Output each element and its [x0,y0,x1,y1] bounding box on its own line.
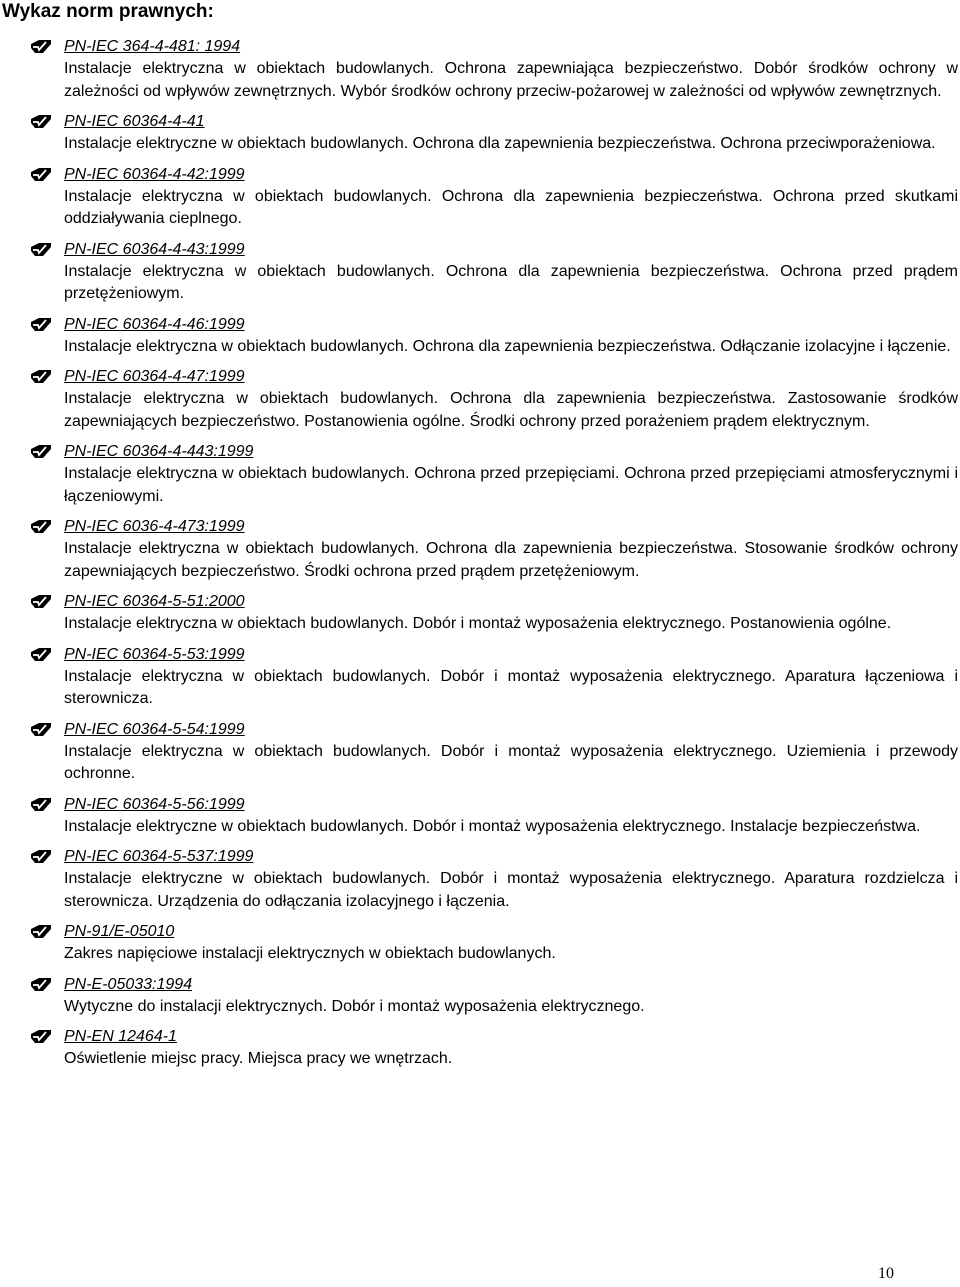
norm-code-link[interactable]: PN-IEC 60364-4-443:1999 [64,443,254,460]
norm-code-link[interactable]: PN-IEC 60364-5-537:1999 [64,848,254,865]
norm-description: Zakres napięciowe instalacji elektrycznych w obiektach budowlanych. [64,945,556,962]
norm-code-link[interactable]: PN-IEC 60364-4-42:1999 [64,165,245,183]
norm-description: Instalacje elektryczna w obiektach budowlanych. Ochrona przed przepięciami. Ochrona przed przepięciami atmosferycznymi i łączeniowymi. [64,465,958,505]
checkbox-check-icon [30,39,52,54]
norm-item [24,110,958,156]
norm-code-link[interactable]: PN-IEC 364-4-481: 1994 [64,38,241,55]
norm-item [24,35,958,103]
norm-description: Instalacje elektryczna w obiektach budowlanych. Ochrona dla zapewnienia bezpieczeństwa. Stosowanie środków ochrony zapewniających bezpieczeństwo. Środki ochrona przed prądem przetężeniowym. [64,540,958,580]
checkbox-check-icon [30,242,52,257]
checkbox-check-icon [30,924,52,939]
checkbox-check-icon [30,369,52,384]
norm-item [24,920,958,966]
checkbox-check-icon [30,317,52,332]
norm-description: Instalacje elektryczne w obiektach budowlanych. Ochrona dla zapewnienia bezpieczeństwa. Ochrona przeciwporażeniowa. [64,135,936,152]
norm-item [24,643,958,711]
norm-description: Instalacje elektryczna w obiektach budowlanych. Ochrona dla zapewnienia bezpieczeństwa. Odłączanie izolacyjne i łączenie. [64,337,951,355]
norm-code-link[interactable]: PN-IEC 60364-5-54:1999 [64,720,245,738]
checkbox-check-icon [30,797,52,812]
checkbox-check-icon [30,444,52,459]
checkbox-check-icon [30,1029,52,1044]
norm-code-link[interactable]: PN-IEC 60364-4-43:1999 [64,240,245,258]
norm-description: Wytyczne do instalacji elektrycznych. Dobór i montaż wyposażenia elektrycznego. [64,997,645,1015]
norm-item [24,1025,958,1071]
norm-list [24,35,958,1078]
norm-description: Instalacje elektryczna w obiektach budowlanych. Dobór i montaż wyposażenia elektrycznego. Aparatura łączeniowa i sterownicza. [64,667,958,707]
norm-item [24,515,958,583]
checkbox-check-icon [30,114,52,129]
norm-item [24,590,958,636]
page-number: 10 [878,1265,894,1282]
norm-code-link[interactable]: PN-IEC 60364-5-53:1999 [64,645,245,663]
norm-code-link[interactable]: PN-IEC 60364-5-51:2000 [64,593,245,610]
checkbox-check-icon [30,167,52,182]
norm-item [24,163,958,231]
norm-description: Instalacje elektryczna w obiektach budowlanych. Dobór i montaż wyposażenia elektrycznego. Uziemienia i przewody ochronne. [64,742,958,782]
norm-item [24,365,958,433]
norm-item [24,718,958,786]
norm-description: Instalacje elektryczne w obiektach budowlanych. Dobór i montaż wyposażenia elektrycznego. Instalacje bezpieczeństwa. [64,817,921,835]
norm-item [24,845,958,913]
checkbox-check-icon [30,647,52,662]
norm-code-link[interactable]: PN-IEC 60364-4-41 [64,113,205,130]
checkbox-check-icon [30,849,52,864]
norm-description: Instalacje elektryczna w obiektach budowlanych. Dobór i montaż wyposażenia elektrycznego. Postanowienia ogólne. [64,615,892,632]
norm-description: Instalacje elektryczna w obiektach budowlanych. Ochrona dla zapewnienia bezpieczeństwa. Ochrona przed prądem przetężeniowym. [64,262,958,302]
norm-item [24,973,958,1019]
norm-description: Instalacje elektryczna w obiektach budowlanych. Ochrona dla zapewnienia bezpieczeństwa. Ochrona przed skutkami oddziaływania cieplnego. [64,187,958,227]
norm-code-link[interactable]: PN-IEC 6036-4-473:1999 [64,518,245,535]
norm-item [24,313,958,359]
norm-item [24,793,958,839]
page-title: Wykaz norm prawnych: [2,1,214,22]
norm-item [24,238,958,306]
norm-code-link[interactable]: PN-IEC 60364-4-47:1999 [64,368,245,385]
norm-code-link[interactable]: PN-EN 12464-1 [64,1028,177,1045]
checkbox-check-icon [30,519,52,534]
norm-code-link[interactable]: PN-E-05033:1994 [64,975,193,993]
norm-code-link[interactable]: PN-IEC 60364-5-56:1999 [64,795,245,813]
norm-item [24,440,958,508]
checkbox-check-icon [30,594,52,609]
norm-code-link[interactable]: PN-91/E-05010 [64,923,175,940]
checkbox-check-icon [30,722,52,737]
norm-description: Instalacje elektryczna w obiektach budowlanych. Ochrona zapewniająca bezpieczeństwo. Dobór środków ochrony w zależności od wpływów zewnętrznych. Wybór środków ochrony przeciw-pożarowej w zależności od wpływów zewnętrznych. [64,60,958,100]
norm-description: Oświetlenie miejsc pracy. Miejsca pracy we wnętrzach. [64,1050,453,1067]
norm-description: Instalacje elektryczna w obiektach budowlanych. Ochrona dla zapewnienia bezpieczeństwa. Zastosowanie środków zapewniających bezpieczeństwo. Postanowienia ogólne. Środki ochrony przed porażeniem prądem elektrycznym. [64,390,958,430]
checkbox-check-icon [30,977,52,992]
norm-description: Instalacje elektryczne w obiektach budowlanych. Dobór i montaż wyposażenia elektrycznego. Aparatura rozdzielcza i sterownicza. Urządzenia do odłączania izolacyjnego i łączenia. [64,870,958,910]
norm-code-link[interactable]: PN-IEC 60364-4-46:1999 [64,315,245,333]
